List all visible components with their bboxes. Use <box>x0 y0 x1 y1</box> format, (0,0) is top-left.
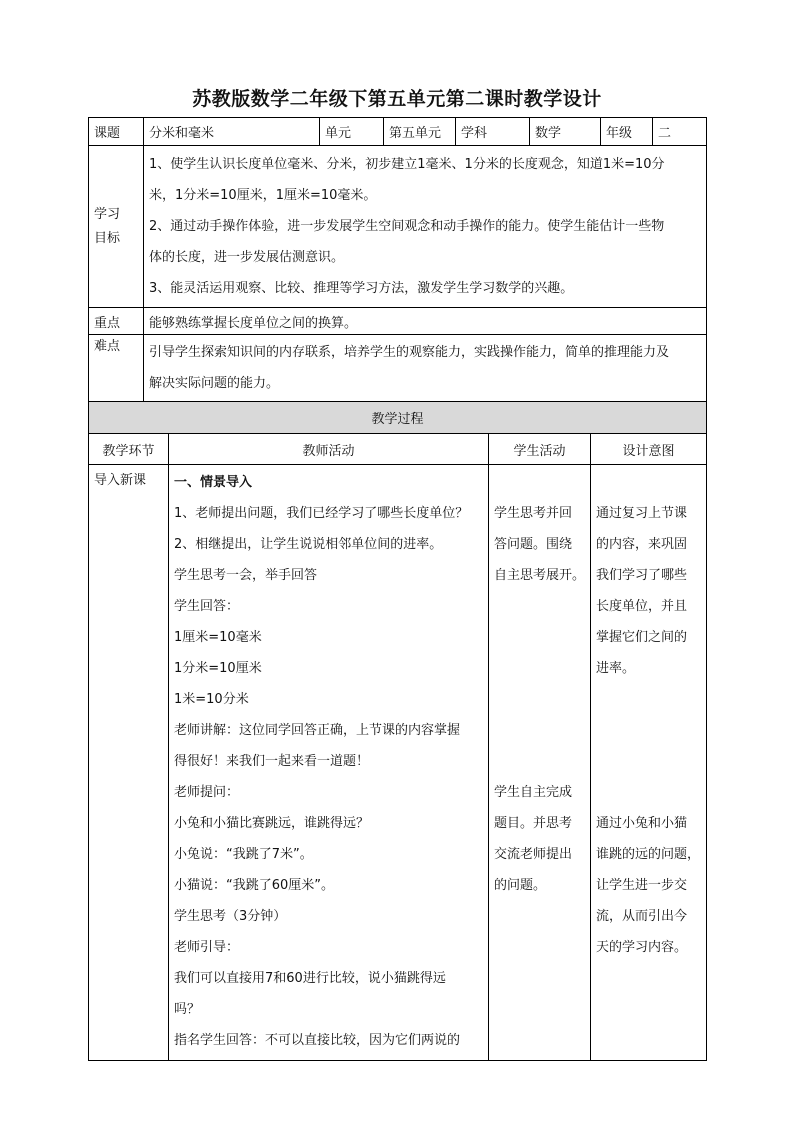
teacher-line: 我们可以直接用7和60进行比较，说小猫跳得远 <box>174 971 446 986</box>
intent-line <box>596 684 706 715</box>
subject-value: 数学 <box>530 118 601 146</box>
lesson-info-table <box>88 117 707 434</box>
teacher-line: 老师提问： <box>174 785 240 800</box>
student-line <box>494 684 590 715</box>
goals-line: 1、使学生认识长度单位毫米、分米，初步建立1毫米、1分米的长度观念，知道1米=10分 <box>149 157 665 172</box>
student-line: 答问题。围绕 <box>494 537 573 552</box>
intent-line: 长度单位，并且 <box>596 599 688 614</box>
teacher-line: 学生思考一会，举手回答 <box>174 568 318 583</box>
subject-label: 学科 <box>456 118 530 146</box>
difficulty-row <box>89 335 707 402</box>
student-line: 题目。并思考 <box>494 816 573 831</box>
teacher-line: 小猫说：“我跳了60厘米”。 <box>174 878 335 893</box>
process-header-row <box>89 434 707 465</box>
teacher-line: 吗？ <box>174 1002 201 1017</box>
intent-line: 进率。 <box>596 661 636 676</box>
design-intent <box>591 465 707 1061</box>
student-line <box>494 622 590 653</box>
header-teacher: 教师活动 <box>169 434 489 465</box>
intent-line: 掌握它们之间的 <box>596 630 688 645</box>
student-line <box>494 746 590 777</box>
key-point-row <box>89 308 707 335</box>
goals-line: 米，1分米=10厘米，1厘米=10毫米。 <box>149 188 377 203</box>
goals-content <box>144 146 707 308</box>
goals-line: 体的长度，进一步发展估测意识。 <box>149 250 345 265</box>
student-line: 交流老师提出 <box>494 847 573 862</box>
intent-line: 通过复习上节课 <box>596 506 688 521</box>
teacher-line: 2、相继提出，让学生说说相邻单位间的进率。 <box>174 537 443 552</box>
intent-line: 让学生进一步交 <box>596 878 688 893</box>
difficulty-label: 难点 <box>89 335 144 402</box>
key-point-label: 重点 <box>89 308 144 335</box>
intent-line: 我们学习了哪些 <box>596 568 688 583</box>
teacher-line: 一、情景导入 <box>174 475 253 490</box>
student-activity <box>489 465 591 1061</box>
student-line: 学生思考并回 <box>494 506 573 521</box>
difficulty-line: 引导学生探索知识间的内存联系，培养学生的观察能力，实践操作能力，简单的推理能力及 <box>149 345 670 360</box>
teacher-line: 老师讲解：这位同学回答正确，上节课的内容掌握 <box>174 723 461 738</box>
teacher-line: 小兔说：“我跳了7米”。 <box>174 847 313 862</box>
grade-value: 二 <box>653 118 707 146</box>
student-line <box>494 653 590 684</box>
page-title: 苏教版数学二年级下第五单元第二课时教学设计 <box>192 88 602 110</box>
intent-line: 天的学习内容。 <box>596 940 688 955</box>
difficulty-line: 解决实际问题的能力。 <box>149 376 280 391</box>
intent-line <box>596 715 706 746</box>
process-row <box>89 465 707 1061</box>
intent-line <box>596 777 706 808</box>
lesson-plan-table <box>88 117 706 1051</box>
process-table <box>88 433 707 1061</box>
teacher-line: 小兔和小猫比赛跳远，谁跳得远？ <box>174 816 370 831</box>
header-stage: 教学环节 <box>89 434 169 465</box>
student-line <box>494 591 590 622</box>
goals-line: 3、能灵活运用观察、比较、推理等学习方法，激发学生学习数学的兴趣。 <box>149 281 574 296</box>
student-line: 自主思考展开。 <box>494 568 586 583</box>
teacher-line: 1、老师提出问题，我们已经学习了哪些长度单位？ <box>174 506 469 521</box>
header-intent: 设计意图 <box>591 434 707 465</box>
info-row <box>89 118 707 146</box>
header-student: 学生活动 <box>489 434 591 465</box>
teacher-line: 学生回答： <box>174 599 240 614</box>
teacher-line: 得很好！来我们一起来看一道题！ <box>174 754 370 769</box>
unit-label: 单元 <box>320 118 384 146</box>
student-line: 的问题。 <box>494 878 547 893</box>
intent-line <box>596 467 706 498</box>
teacher-line: 1米=10分米 <box>174 692 249 707</box>
goals-row <box>89 146 707 308</box>
teacher-line: 老师引导： <box>174 940 240 955</box>
unit-value: 第五单元 <box>384 118 456 146</box>
grade-label: 年级 <box>601 118 653 146</box>
teacher-activity <box>169 465 489 1061</box>
teacher-line: 指名学生回答：不可以直接比较，因为它们两说的 <box>174 1033 461 1048</box>
intent-line <box>596 746 706 777</box>
key-point-content: 能够熟练掌握长度单位之间的换算。 <box>144 308 707 335</box>
student-line <box>494 467 590 498</box>
student-line <box>494 715 590 746</box>
teacher-line: 学生思考（3分钟） <box>174 909 287 924</box>
topic-value: 分米和毫米 <box>144 118 320 146</box>
intent-line: 流，从而引出今 <box>596 909 688 924</box>
goals-label: 学习 目标 <box>89 146 144 308</box>
teacher-line: 1分米=10厘米 <box>174 661 262 676</box>
intent-line: 通过小兔和小猫 <box>596 816 688 831</box>
goals-line: 2、通过动手操作体验，进一步发展学生空间观念和动手操作的能力。使学生能估计一些物 <box>149 219 665 234</box>
intent-line: 谁跳的远的问题， <box>596 847 701 862</box>
stage-cell: 导入新课 <box>89 465 169 1061</box>
topic-label: 课题 <box>89 118 144 146</box>
student-line: 学生自主完成 <box>494 785 573 800</box>
difficulty-content <box>144 335 707 402</box>
teacher-line: 1厘米=10毫米 <box>174 630 262 645</box>
process-heading: 教学过程 <box>89 402 707 434</box>
process-heading-row <box>89 402 707 434</box>
intent-line: 的内容，来巩固 <box>596 537 688 552</box>
